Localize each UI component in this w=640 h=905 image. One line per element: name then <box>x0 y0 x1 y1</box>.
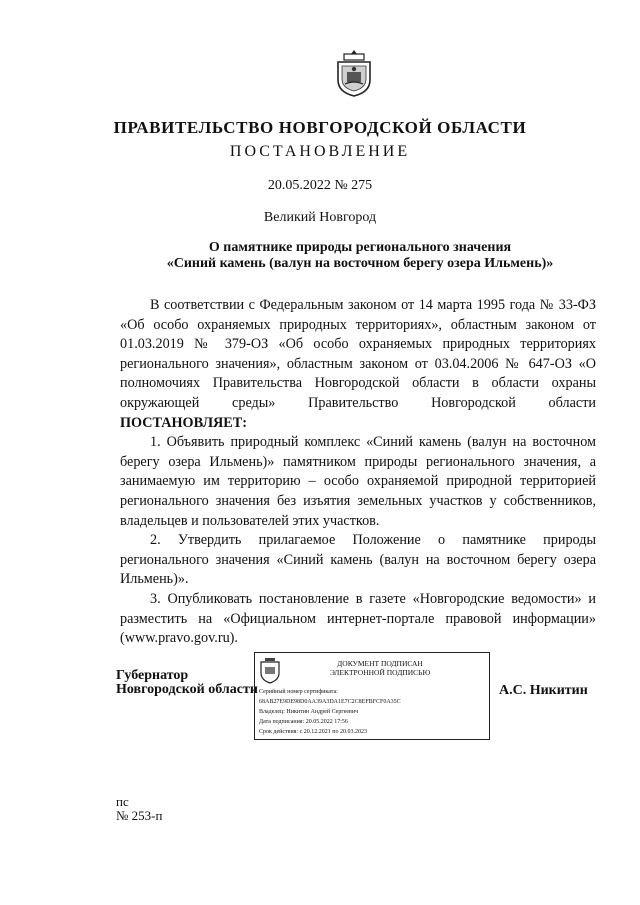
stamp-details <box>259 687 487 737</box>
stamp-serial: 68AB27E9DE98D0AA39A3DA1E7C2C8EFBFCF0A35C <box>259 699 401 705</box>
signatory-name: А.С. Никитин <box>499 683 588 698</box>
preamble-text: В соответствии с Федеральным законом от 14 марта 1995 года № 33-ФЗ «Об особо охраняемых природных территориях», областным законом от 01.03.2019 № 379-ОЗ «Об особо охраняемых природных территориях регионального значения», областным законом от 03.04.2006 № 647-ОЗ «О полномочиях Правительства Новгородской области в области охраны окружающей среды» Правительство Новгородской области <box>120 297 596 411</box>
paragraph-item-1: 1. Объявить природный комплекс «Синий камень (валун на восточном берегу озера Ильмень)» памятником природы регионального значения, а занимаемую им территорию – особо охраняемой природной территорией регионального значения без изъятия земельных участков у собственников, владельцев и пользователей этих участков. <box>120 434 596 529</box>
position-line-2: Новгородской области <box>116 682 258 697</box>
resolve-word: ПОСТАНОВЛЯЕТ: <box>120 414 247 431</box>
paragraph-preamble <box>120 296 596 433</box>
footer-line-2: № 253-п <box>116 808 163 823</box>
document-body <box>120 296 596 649</box>
electronic-signature-stamp <box>254 652 490 740</box>
document-type: ПОСТАНОВЛЕНИЕ <box>229 143 411 160</box>
stamp-heading-line-1: ДОКУМЕНТ ПОДПИСАН <box>337 659 423 668</box>
stamp-serial-label: Серийный номер сертификата: <box>259 689 338 695</box>
stamp-heading-line-2: ЭЛЕКТРОННОЙ ПОДПИСЬЮ <box>329 668 431 677</box>
date-number: 20.05.2022 № 275 <box>267 178 373 193</box>
title-line-2: «Синий камень (валун на восточном берегу озера Ильмень)» <box>166 256 554 271</box>
title-line-1: О памятнике природы регионального значения <box>208 240 512 255</box>
position-line-1: Губернатор <box>116 668 189 683</box>
stamp-owner: Владелец: Никитин Андрей Сергеевич <box>259 709 359 715</box>
stamp-emblem-icon <box>259 656 281 684</box>
signatory-position <box>116 669 258 697</box>
stamp-heading <box>295 659 465 677</box>
government-name: ПРАВИТЕЛЬСТВО НОВГОРОДСКОЙ ОБЛАСТИ <box>113 118 527 137</box>
paragraph-item-3: 3. Опубликовать постановление в газете «Новгородские ведомости» и разместить на «Официальном интернет-портале правовой информации» (www.pravo.gov.ru). <box>120 590 596 647</box>
paragraph-item-2: 2. Утвердить прилагаемое Положение о памятнике природы регионального значения «Синий камень (валун на восточном берегу озера Ильмень)». <box>120 532 596 588</box>
document-title <box>120 240 600 272</box>
stamp-validity: Срок действия: с 20.12.2021 по 20.03.2023 <box>259 729 367 735</box>
footer-note <box>116 795 162 823</box>
footer-line-1: пс <box>116 794 129 809</box>
stamp-signed-date: Дата подписания: 20.05.2022 17:56 <box>259 719 348 725</box>
city-name: Великий Новгород <box>263 210 377 225</box>
coat-of-arms-emblem <box>334 48 374 98</box>
